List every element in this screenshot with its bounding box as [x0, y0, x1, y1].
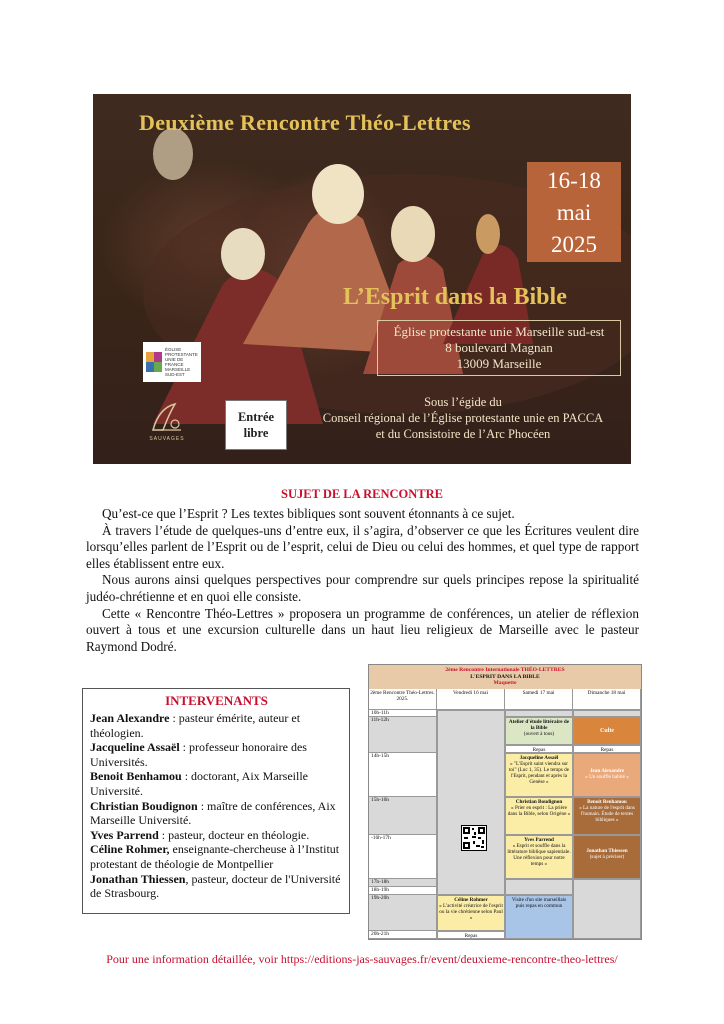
session-speaker: Jean Alexandre [589, 768, 625, 774]
subject-text [86, 506, 639, 655]
jas-sauvages-logo [145, 400, 189, 446]
session-speaker: Jonathan Thiessen [586, 848, 628, 854]
cross-icon [145, 351, 163, 373]
session-topic: (sujet à préciser) [589, 854, 625, 860]
speaker-name: Jacqueline Assaël [90, 740, 180, 755]
speaker-item [90, 828, 343, 843]
speakers-box [82, 688, 350, 914]
session-atelier [505, 717, 573, 745]
session-alexandre [573, 753, 641, 797]
session-parrend [505, 835, 573, 879]
speaker-name: Jean Alexandre [90, 711, 170, 725]
venue-name: Église protestante unie Marseille sud-est [393, 324, 605, 339]
speaker-desc: : pasteur, docteur en théologie. [158, 827, 310, 842]
schedule-header [369, 665, 641, 689]
date-year: 2025 [551, 232, 597, 257]
speaker-name: Benoit Benhamou [90, 769, 182, 784]
schedule-title: 2ème Rencontre Internationale THÉO-LETTRES [445, 667, 565, 673]
session-benhamou [573, 797, 641, 835]
session-culte: Culte [573, 717, 641, 745]
session-topic: « Esprit et souffle dans la littérature biblique sapientiale. Une réflexion pour notre temps » [507, 843, 571, 867]
speaker-desc: : maître de conférences, Aix Marseille Université. [90, 798, 336, 828]
session-assael [505, 753, 573, 797]
time-slot: 20h-21h [369, 931, 437, 939]
session-rohmer [437, 895, 505, 931]
qr-code[interactable] [461, 825, 487, 851]
session-topic: « L'activité créatrice de l'esprit ou la vie chrétienne selon Paul » [439, 903, 503, 921]
time-slot: 11h-12h [369, 717, 437, 753]
paragraph: À travers l’étude de quelques-uns d’entre eux, il s’agira, d’observer ce que les Écritures veulent dire lorsqu’elles parlent de l’Esprit ou de l’esprit, celui de Dieu ou celui des hommes, et quel type de rapport elles établissent entre eux. [86, 522, 639, 571]
col-head-edition: 2ème Rencontre Théo-Lettres. 2025. [369, 689, 437, 710]
session-topic: « "L'Esprit saint viendra sur toi" (Luc 1, 35). Le temps de l'Esprit, pendant et après la Genèse » [508, 761, 570, 785]
col-head-saturday: Samedi 17 mai [505, 689, 573, 710]
speakers-title: INTERVENANTS [165, 693, 268, 708]
saturday-empty [505, 879, 573, 895]
sunday-lunch: Repas [573, 745, 641, 753]
speaker-desc: : professeur honoraire des Universités. [90, 740, 307, 769]
schedule-note: Maquette [493, 680, 517, 687]
patronage-line: Conseil régional de l’Église protestante unie en PACCA [322, 411, 604, 425]
free-entry-badge [225, 400, 287, 450]
session-boudignon [505, 797, 573, 835]
session-topic: « Un souffle habité » [585, 774, 629, 780]
time-slot: 19h-20h [369, 895, 437, 931]
speaker-item [90, 842, 343, 871]
entry-line: libre [243, 426, 269, 440]
quill-icon [145, 400, 189, 436]
paragraph: Cette « Rencontre Théo-Lettres » proposera un programme de conférences, un atelier de réflexion ouvert à tous et une excursion culturelle dans un haut lieu religieux de Marseille avec le pasteur Raymond Dodré. [86, 605, 639, 654]
schedule-subtitle: L'ESPRIT DANS LA BIBLE [470, 673, 540, 680]
time-slot: 10h-11h [369, 710, 437, 717]
session-speaker: Yves Parrend [524, 837, 554, 843]
venue-street: 8 boulevard Magnan [445, 340, 553, 355]
poster-subtitle: L’Esprit dans la Bible [343, 284, 567, 310]
friday-empty [437, 710, 505, 895]
session-thiessen [573, 835, 641, 879]
speaker-name: Céline Rohmer, [90, 842, 170, 857]
speaker-item [90, 740, 343, 769]
speaker-item [90, 872, 343, 901]
entry-line: Entrée [237, 410, 275, 424]
session-subtitle: (ouvert à tous) [523, 731, 555, 737]
time-slot: 14h-15h [369, 753, 437, 797]
speaker-desc: : pasteur émérite, auteur et théologien. [90, 711, 301, 740]
speaker-item [90, 711, 343, 740]
speaker-name: Jonathan Thiessen [90, 871, 186, 886]
patronage-text [313, 394, 613, 442]
paragraph: Nous aurons ainsi quelques perspectives pour comprendre sur quels principes repose la spiritualité judéo-chrétienne et en quoi elle consiste. [86, 572, 639, 604]
speaker-desc: enseignante-chercheuse à l’Institut protestant de théologie de Montpellier [90, 842, 340, 871]
time-slot: 15h-16h [369, 797, 437, 835]
date-days: 16-18 [547, 168, 601, 193]
col-head-sunday: Dimanche 18 mai [573, 689, 641, 710]
col-head-friday: Vendredi 16 mai [437, 689, 505, 710]
session-speaker: Benoit Benhamou [587, 799, 627, 805]
session-speaker: Christian Boudignon [515, 799, 563, 805]
jas-logo-text: SAUVAGES [149, 436, 185, 442]
schedule-table [368, 664, 642, 940]
session-topic: « Prier en esprit : La prière dans la Bible, selon Origène » [507, 805, 571, 817]
speaker-desc: , pasteur, docteur de l'Université de Strasbourg. [90, 871, 341, 901]
time-slot: 18h-19h [369, 887, 437, 895]
sunday-empty [573, 710, 641, 717]
venue-address [377, 320, 621, 376]
session-speaker: Céline Rohmer [454, 897, 488, 903]
session-title: Atelier d'étude littéraire de la Bible [508, 719, 570, 731]
friday-dinner: Repas [437, 931, 505, 939]
saturday-lunch: Repas [505, 745, 573, 753]
speaker-name: Christian Boudignon [90, 798, 198, 813]
paragraph: Qu’est-ce que l’Esprit ? Les textes bibliques sont souvent étonnants à ce sujet. [102, 506, 515, 521]
epu-logo-line: UNIE DE FRANCE [165, 357, 184, 367]
saturday-empty [505, 710, 573, 717]
footer-link[interactable]: Pour une information détaillée, voir https://editions-jas-sauvages.fr/event/deuxieme-rencontre-theo-lettres/ [106, 952, 618, 966]
session-speaker: Jacqueline Assaël [519, 755, 559, 761]
patronage-line: et du Consistoire de l’Arc Phocéen [375, 427, 551, 441]
speaker-desc: : doctorant, Aix Marseille Université. [90, 769, 308, 798]
session-topic: « La nature de l'esprit dans l'humain. Étude de textes bibliques » [579, 805, 635, 823]
event-poster [93, 94, 631, 464]
sunday-empty [573, 879, 641, 939]
epu-logo-line: ÉGLISE PROTESTANTE [165, 347, 198, 357]
section-title: SUJET DE LA RENCONTRE [281, 487, 443, 501]
date-month: mai [556, 200, 592, 225]
epu-logo-line: MARSEILLE SUD-EST [165, 367, 191, 377]
patronage-line: Sous l’égide du [424, 395, 502, 409]
session-visit: Visite d'un site marseillais puis repas en commun [505, 895, 573, 939]
qr-code-icon [462, 826, 486, 850]
event-date-box [527, 162, 621, 262]
speaker-item [90, 769, 343, 798]
poster-title: Deuxième Rencontre Théo-Lettres [139, 110, 471, 135]
speaker-name: Yves Parrend [90, 827, 159, 842]
venue-city: 13009 Marseille [456, 356, 542, 371]
time-slot: 17h-18h [369, 879, 437, 887]
epu-logo [143, 342, 201, 382]
time-slot: -16h-17h [369, 835, 437, 879]
speaker-item [90, 799, 343, 828]
